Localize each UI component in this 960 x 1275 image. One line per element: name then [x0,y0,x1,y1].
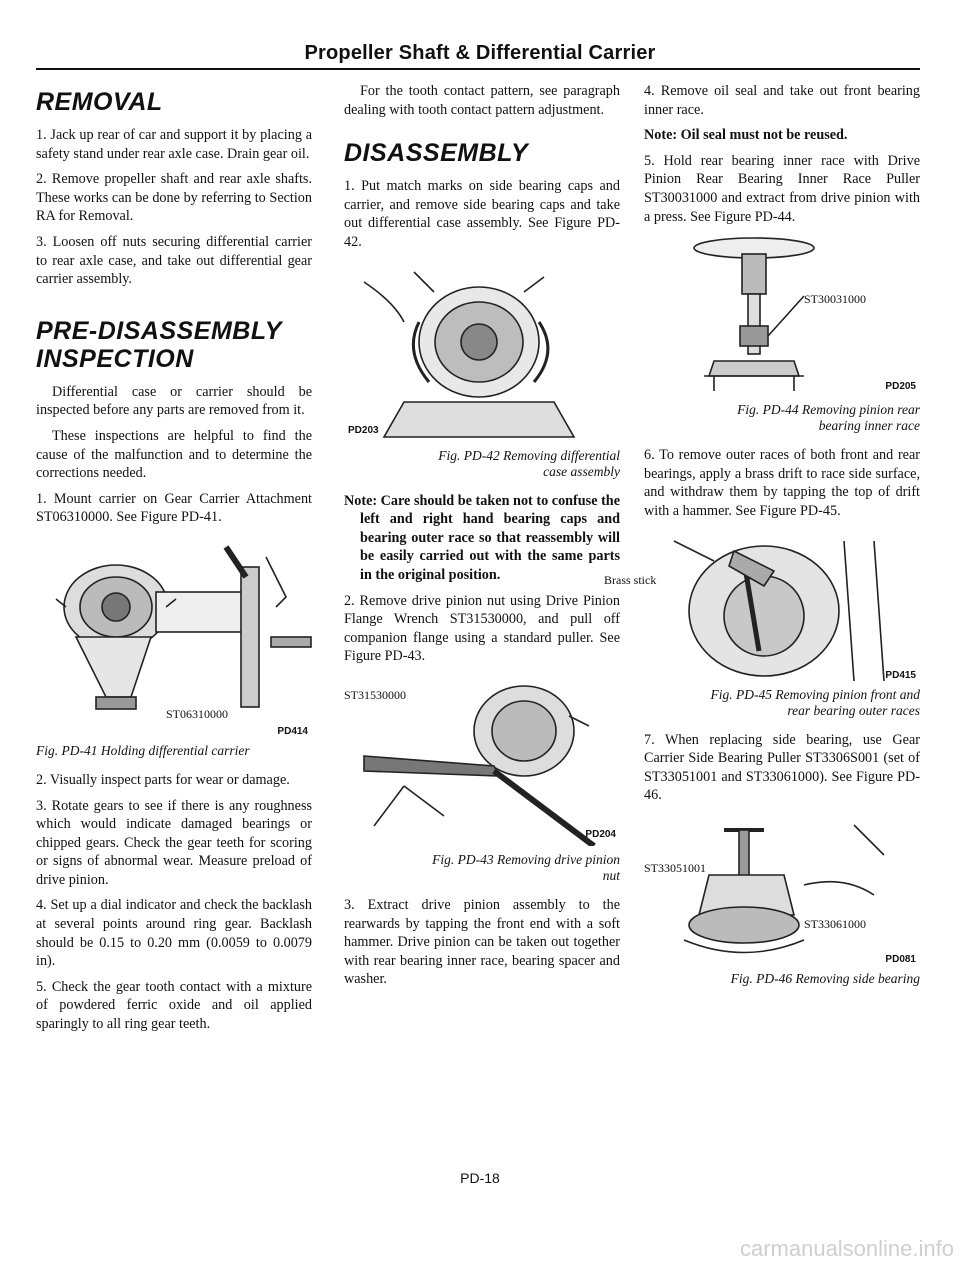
figure-pd44 [644,236,920,396]
column-2 [344,82,620,996]
fig42-caption-line-1: Fig. PD-42 Removing differential [438,447,620,463]
disassembly-step-5: 5. Hold rear bearing inner race with Drive Pinion Rear Bearing Inner Race Puller ST30031000 and extract from drive pinion with a press. See Figure PD-44. [644,152,920,225]
section-title-disassembly: DISASSEMBLY [344,139,529,168]
section-title-inspection: INSPECTION [36,344,194,373]
fig42-code: PD203 [348,424,379,436]
fig46-caption: Fig. PD-46 Removing side bearing [730,970,920,986]
pre-inspection-paragraph-1: Differential case or carrier should be inspected before any parts are removed from it. [36,383,312,419]
figure-pd42 [344,262,620,442]
fig43-caption-line-2: nut [602,867,620,883]
fig43-caption-line-1: Fig. PD-43 Removing drive pinion [432,851,620,867]
header-rule [36,68,920,70]
pre-inspection-paragraph-2: These inspections are helpful to find the cause of the malfunction and to determine the corrections needed. [36,427,312,482]
removal-step-1: 1. Jack up rear of car and support it by placing a safety stand under rear axle case. Drain gear oil. [36,127,312,162]
disassembly-step-4: 4. Remove oil seal and take out front bearing inner race. [644,83,920,118]
bearing-cap-note: Note: Care should be taken not to confuse the left and right hand bearing caps and bearing outer race so that reassembly will be easily carried out with the same parts in the original position. [344,492,620,583]
figure-pd45 [604,531,920,681]
fig46-part-number-2: ST33061000 [804,916,867,931]
side-bearing-puller-illustration [644,815,920,965]
figure-pd46 [644,815,920,965]
section-title-removal: REMOVAL [36,88,163,116]
fig44-part-number: ST30031000 [804,292,867,307]
page-header: Propeller Shaft & Differential Carrier [304,42,656,64]
pre-inspection-step-5: 5. Check the gear tooth contact with a mixture of powdered ferric oxide and oil applied sparingly to all ring gear teeth. [36,978,312,1033]
fig44-caption-line-2: bearing inner race [818,418,920,434]
disassembly-step-6: 6. To remove outer races of both front and rear bearings, apply a brass drift to race side surface, and withdraw them by tapping the top of drift with a hammer. See Figure PD-45. [644,447,920,519]
fig42-caption [344,448,620,480]
fig46-part-number-1: ST33051001 [644,860,707,875]
fig43-caption [344,852,620,884]
disassembly-step-3: 3. Extract drive pinion assembly to the rearwards by tapping the front end with a soft hammer. Drive pinion can be taken out together with rear bearing inner race, bearing spacer and washer. [344,896,620,988]
oil-seal-note: Note: Oil seal must not be reused. [644,127,848,144]
fig42-caption-line-2: case assembly [543,463,620,479]
fig46-code: PD081 [885,953,916,965]
pre-inspection-step-1: 1. Mount carrier on Gear Carrier Attachment ST06310000. See Figure PD-41. [36,490,312,526]
fig43-part-number: ST31530000 [344,687,407,702]
fig41-caption: Fig. PD-41 Holding differential carrier [36,742,250,758]
fig41-part-number: ST06310000 [166,706,229,721]
pre-inspection-step-2: 2. Visually inspect parts for wear or damage. [36,771,290,788]
fig44-caption [644,402,920,434]
pre-inspection-step-4: 4. Set up a dial indicator and check the backlash at several points around ring gear. Backlash should be 0.15 to 0.20 mm (0.0059 to 0.0079 in). [36,897,312,970]
press-pinion-bearing-illustration [644,236,920,396]
fig45-label: Brass stick [604,572,657,587]
fig45-caption-line-1: Fig. PD-45 Removing pinion front and [710,686,920,702]
column-1 [36,82,312,1041]
figure-pd43 [344,676,620,846]
disassembly-step-7: 7. When replacing side bearing, use Gear Carrier Side Bearing Puller ST3306S001 (set of ST33051001 and ST33061000). See Figure PD-46. [644,731,920,804]
removing-differential-case-illustration [344,262,620,442]
fig44-code: PD205 [885,381,916,393]
removal-step-3: 3. Loosen off nuts securing differential carrier to rear axle case, and take out differential gear carrier assembly. [36,233,312,288]
fig43-code: PD204 [585,828,616,840]
disassembly-step-1: 1. Put match marks on side bearing caps and carrier, and remove side bearing caps and take out differential case assembly. See Figure PD-42. [344,178,620,250]
fig45-code: PD415 [885,669,916,681]
disassembly-step-2: 2. Remove drive pinion nut using Drive Pinion Flange Wrench ST31530000, and pull off companion flange using a standard puller. See Figure PD-43. [344,592,620,665]
pre-inspection-step-3: 3. Rotate gears to see if there is any roughness which would indicate damaged bearings or chipped gears. Check the gear teeth for scoring or signs of abnormal wear. Measure preload of drive pinion. [36,797,312,888]
section-title-pre-disassembly: PRE-DISASSEMBLY [36,316,282,345]
page-number: PD-18 [460,1170,500,1186]
fig45-caption-line-2: rear bearing outer races [787,702,920,718]
brass-stick-drift-illustration [644,531,920,681]
figure-pd41 [36,537,312,737]
watermark: carmanualsonline.info [739,1236,954,1261]
fig44-caption-line-1: Fig. PD-44 Removing pinion rear [737,402,920,418]
removal-step-2: 2. Remove propeller shaft and rear axle shafts. These works can be done by referring to Section RA for Removal. [36,171,312,225]
tooth-contact-intro: For the tooth contact pattern, see paragraph dealing with tooth contact pattern adjustment. [344,83,620,118]
fig41-code: PD414 [277,725,308,737]
fig45-caption [644,687,920,719]
